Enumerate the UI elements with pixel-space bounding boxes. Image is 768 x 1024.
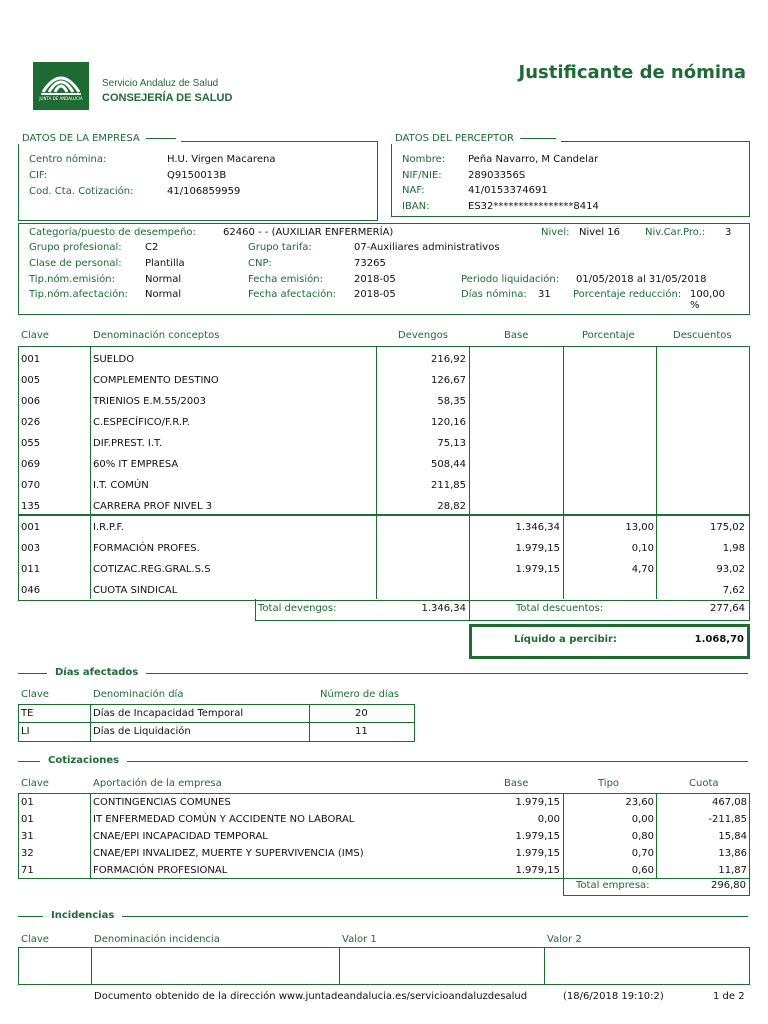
row-clave: 001 [21, 354, 41, 365]
row-devengo: 58,35 [437, 396, 466, 407]
section-divider [18, 761, 748, 762]
cot-tipo: 0,80 [631, 831, 654, 842]
centro-value: H.U. Virgen Macarena [167, 154, 276, 165]
total-descuentos-label: Total descuentos: [516, 603, 604, 614]
centro-label: Centro nómina: [29, 154, 107, 165]
row-denom: CARRERA PROF NIVEL 3 [93, 501, 213, 512]
cod-cta-label: Cod. Cta. Cotización: [29, 186, 134, 197]
cot-cuota: 13,86 [718, 848, 747, 859]
row-clave: 026 [21, 417, 41, 428]
col-sep [309, 704, 310, 741]
dias-row-denom: Días de Incapacidad Temporal [93, 708, 244, 719]
row-devengo: 28,82 [437, 501, 466, 512]
cot-col-clave: Clave [21, 778, 49, 789]
col-sep [544, 947, 545, 984]
row-base: 1.979,15 [515, 564, 560, 575]
table-row [21, 454, 744, 475]
cot-clave: 32 [21, 848, 34, 859]
row-desc: 93,02 [716, 564, 745, 575]
row-devengo: 508,44 [431, 459, 466, 470]
nombre-label: Nombre: [402, 154, 446, 165]
row-clave: 070 [21, 480, 41, 491]
row-denom: FORMACIÓN PROFES. [93, 543, 200, 554]
perceptor-title [391, 133, 561, 144]
empresa-labels [29, 152, 133, 200]
org-department: CONSEJERÍA DE SALUD [102, 92, 233, 104]
empresa-values [167, 152, 275, 200]
table-row [21, 794, 747, 811]
cot-tipo: 0,60 [631, 865, 654, 876]
table-row [21, 370, 744, 391]
tip-afect-value: Normal [145, 289, 182, 300]
logo-caption: JUNTA DE ANDALUCIA [39, 96, 83, 101]
row-denom: I.T. COMÚN [93, 480, 149, 491]
table-row [21, 811, 747, 828]
devengos-rows [21, 349, 744, 517]
porc-red-value: 100,00 [690, 289, 725, 300]
row-denom: SUELDO [93, 354, 135, 365]
fecha-emision-label: Fecha emisión: [248, 274, 323, 285]
grupo-tarifa-label: Grupo tarifa: [248, 242, 312, 253]
row-base: 1.346,34 [515, 522, 560, 533]
dias-row-num: 20 [355, 708, 368, 719]
logo-arches-icon [33, 62, 89, 110]
cot-base: 1.979,15 [515, 797, 560, 808]
page-number: 1 de 2 [713, 991, 745, 1002]
row-clave: 003 [21, 543, 41, 554]
footer-source: Documento obtenido de la dirección www.juntadeandalucia.es/servicioandaluzdesalud [94, 991, 528, 1002]
col-descuentos-header: Descuentos [673, 330, 732, 341]
periodo-value: 01/05/2018 al 31/05/2018 [576, 274, 707, 285]
nif-value: 28903356S [468, 169, 526, 181]
clase-label: Clase de personal: [29, 258, 122, 269]
cot-tipo: 0,70 [631, 848, 654, 859]
grupo-tarifa-value: 07-Auxiliares administrativos [354, 242, 500, 253]
row-clave: 055 [21, 438, 41, 449]
cot-denom: CONTINGENCIAS COMUNES [93, 797, 231, 808]
total-descuentos-value: 277,64 [710, 603, 745, 614]
row-base: 1.979,15 [515, 543, 560, 554]
clase-value: Plantilla [145, 258, 185, 269]
row-denom: COMPLEMENTO DESTINO [93, 375, 219, 386]
row-clave: 135 [21, 501, 41, 512]
table-row [21, 412, 744, 433]
table-row [21, 517, 744, 538]
tip-afect-label: Tip.nóm.afectación: [29, 289, 128, 300]
row-sep [18, 722, 414, 723]
col-porcentaje-header: Porcentaje [582, 330, 635, 341]
liquido-label: Líquido a percibir: [514, 634, 617, 645]
categoria-value: 62460 - - (AUXILIAR ENFERMERÍA) [223, 227, 394, 238]
nivcar-label: Niv.Car.Pro.: [645, 227, 706, 238]
inc-col-valor1: Valor 1 [342, 934, 377, 945]
row-desc: 1,98 [722, 543, 745, 554]
col-sep [91, 947, 92, 984]
row-devengo: 120,16 [431, 417, 466, 428]
total-devengos-label: Total devengos: [258, 603, 337, 614]
cot-denom: CNAE/EPI INCAPACIDAD TEMPORAL [93, 831, 268, 842]
dias-row-clave: LI [21, 726, 30, 737]
cot-col-cuota: Cuota [689, 778, 719, 789]
cot-clave: 01 [21, 797, 34, 808]
table-row [21, 475, 744, 496]
cot-denom: CNAE/EPI INVALIDEZ, MUERTE Y SUPERVIVENCIA (IMS) [93, 848, 364, 859]
grupo-prof-value: C2 [145, 242, 159, 253]
cot-denom: IT ENFERMEDAD COMÚN Y ACCIDENTE NO LABORAL [93, 814, 355, 825]
cot-cuota: 15,84 [718, 831, 747, 842]
row-porc: 13,00 [625, 522, 654, 533]
row-clave: 005 [21, 375, 41, 386]
perceptor-title-text: DATOS DEL PERCEPTOR [395, 133, 514, 144]
dias-col-denom: Denominación día [93, 689, 184, 700]
cot-cuota: -211,85 [708, 814, 747, 825]
fecha-afect-value: 2018-05 [354, 289, 396, 300]
row-devengo: 211,85 [431, 480, 466, 491]
cot-tipo: 23,60 [625, 797, 654, 808]
table-row [21, 580, 744, 601]
naf-value: 41/0153374691 [468, 185, 548, 196]
grupo-prof-label: Grupo profesional: [29, 242, 122, 253]
page-title: Justificante de nómina [518, 62, 746, 83]
dias-section-title: Días afectados [47, 667, 146, 678]
tip-emision-label: Tip.nóm.emisión: [29, 274, 115, 285]
cot-tipo: 0,00 [631, 814, 654, 825]
cot-clave: 31 [21, 831, 34, 842]
dias-col-num: Número de días [320, 689, 400, 700]
cot-base: 1.979,15 [515, 848, 560, 859]
section-divider [18, 916, 748, 917]
col-devengos-header: Devengos [398, 330, 448, 341]
cod-cta-value: 41/106859959 [167, 186, 241, 197]
table-row [21, 433, 744, 454]
junta-andalucia-logo [33, 62, 89, 110]
row-clave: 011 [21, 564, 41, 575]
dias-nomina-value: 31 [538, 289, 551, 300]
empresa-title-text: DATOS DE LA EMPRESA [22, 133, 140, 144]
row-clave: 006 [21, 396, 41, 407]
cnp-label: CNP: [248, 258, 272, 269]
iban-label: IBAN: [402, 200, 430, 212]
perceptor-labels [402, 152, 445, 214]
inc-col-valor2: Valor 2 [547, 934, 582, 945]
cot-clave: 01 [21, 814, 34, 825]
col-base-header: Base [504, 330, 529, 341]
cot-clave: 71 [21, 865, 34, 876]
cotizaciones-rows [21, 794, 747, 879]
naf-label: NAF: [402, 185, 425, 196]
nivcar-value: 3 [725, 227, 732, 238]
row-denom: COTIZAC.REG.GRAL.S.S [93, 564, 211, 575]
inc-col-denom: Denominación incidencia [94, 934, 220, 945]
table-row [21, 845, 747, 862]
row-porc: 0,10 [631, 543, 654, 554]
cot-base: 1.979,15 [515, 865, 560, 876]
cot-col-tipo: Tipo [598, 778, 620, 789]
porc-red-unit: % [690, 300, 700, 311]
row-denom: C.ESPECÍFICO/F.R.P. [93, 417, 190, 428]
fecha-emision-value: 2018-05 [354, 274, 396, 285]
row-clave: 001 [21, 522, 41, 533]
table-row [21, 349, 744, 370]
cnp-value: 73265 [354, 258, 386, 269]
col-denominacion-header: Denominación conceptos [93, 330, 220, 341]
dias-col-clave: Clave [21, 689, 49, 700]
nivel-label: Nivel: [541, 227, 570, 238]
row-desc: 175,02 [710, 522, 745, 533]
perceptor-values [468, 152, 599, 214]
total-devengos-value: 1.346,34 [421, 603, 466, 614]
iban-value: ES32****************8414 [468, 200, 599, 212]
row-denom: I.R.P.F. [93, 522, 124, 533]
nombre-value: Peña Navarro, M Candelar [468, 154, 599, 165]
cot-cuota: 11,87 [718, 865, 747, 876]
cot-base: 0,00 [537, 814, 560, 825]
col-clave-header: Clave [21, 330, 49, 341]
row-clave: 046 [21, 585, 41, 596]
row-denom: DIF.PREST. I.T. [93, 438, 163, 449]
table-row [21, 391, 744, 412]
cot-base: 1.979,15 [515, 831, 560, 842]
inc-col-clave: Clave [21, 934, 49, 945]
liquido-value: 1.068,70 [694, 634, 744, 645]
cif-label: CIF: [29, 170, 48, 181]
row-devengo: 216,92 [431, 354, 466, 365]
total-empresa-label: Total empresa: [576, 880, 650, 891]
table-row [21, 496, 744, 517]
cotizaciones-section-title: Cotizaciones [40, 755, 127, 766]
incidencias-section-title: Incidencias [43, 910, 122, 921]
col-sep [339, 947, 340, 984]
cif-value: Q9150013B [167, 170, 227, 181]
tip-emision-value: Normal [145, 274, 182, 285]
org-name: Servicio Andaluz de Salud [102, 78, 219, 89]
periodo-label: Periodo liquidación: [461, 274, 560, 285]
nivel-value: Nivel 16 [579, 227, 621, 238]
row-denom: TRIENIOS E.M.55/2003 [93, 396, 206, 407]
dias-row-denom: Días de Liquidación [93, 726, 191, 737]
col-sep [90, 704, 91, 741]
cot-col-denom: Aportación de la empresa [93, 778, 222, 789]
table-row [21, 559, 744, 580]
row-porc: 4,70 [631, 564, 654, 575]
cot-cuota: 467,08 [712, 797, 747, 808]
dias-nomina-label: Días nómina: [461, 289, 527, 300]
nif-label: NIF/NIE: [402, 169, 442, 181]
row-clave: 069 [21, 459, 41, 470]
total-empresa-value: 296,80 [711, 880, 746, 891]
descuentos-rows [21, 517, 744, 601]
row-denom: CUOTA SINDICAL [93, 585, 178, 596]
incidencias-table [18, 947, 750, 985]
footer-timestamp: (18/6/2018 19:10:2) [563, 991, 664, 1002]
empresa-title [18, 133, 181, 144]
dias-row-clave: TE [21, 708, 34, 719]
cot-col-base: Base [504, 778, 529, 789]
cot-denom: FORMACIÓN PROFESIONAL [93, 865, 228, 876]
table-row [21, 538, 744, 559]
row-denom: 60% IT EMPRESA [93, 459, 179, 470]
row-devengo: 126,67 [431, 375, 466, 386]
fecha-afect-label: Fecha afectación: [248, 289, 336, 300]
categoria-label: Categoría/puesto de desempeño: [29, 227, 196, 238]
dias-row-num: 11 [355, 726, 368, 737]
table-row [21, 828, 747, 845]
row-devengo: 75,13 [437, 438, 466, 449]
row-desc: 7,62 [722, 585, 745, 596]
porc-red-label: Porcentaje reducción: [573, 289, 682, 300]
